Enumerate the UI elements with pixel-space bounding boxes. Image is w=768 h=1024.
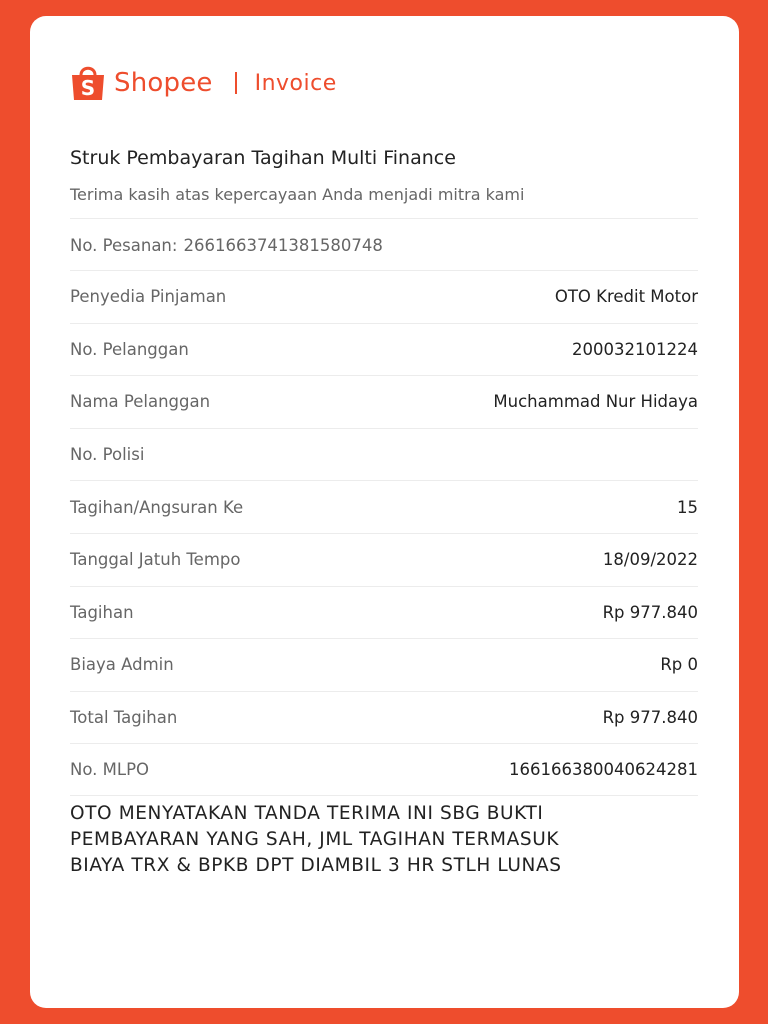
receipt-title: Struk Pembayaran Tagihan Multi Finance — [70, 147, 456, 169]
detail-row-loan-provider — [70, 270, 698, 323]
order-number-value: 2661663741381580748 — [183, 235, 383, 255]
detail-value: Muchammad Nur Hidaya — [493, 392, 698, 412]
invoice-header — [70, 63, 337, 103]
shopee-bag-icon — [70, 64, 106, 102]
detail-value: Rp 0 — [660, 655, 698, 675]
invoice-card — [30, 16, 739, 1008]
detail-row-total-bill — [70, 691, 698, 744]
header-divider — [235, 72, 237, 94]
detail-value: 200032101224 — [572, 339, 698, 359]
detail-value: OTO Kredit Motor — [554, 287, 698, 307]
receipt-subtitle: Terima kasih atas kepercayaan Anda menjadi mitra kami — [70, 185, 525, 204]
detail-label: No. MLPO — [70, 760, 150, 780]
brand-name: Shopee — [114, 68, 213, 98]
detail-row-customer-name — [70, 375, 698, 428]
detail-value: 18/09/2022 — [602, 550, 698, 570]
detail-value: 166166380040624281 — [509, 760, 698, 780]
detail-label: Biaya Admin — [70, 655, 174, 675]
detail-label: Tagihan/Angsuran Ke — [70, 497, 244, 517]
order-number-row — [70, 218, 698, 271]
note-line: PEMBAYARAN YANG SAH, JML TAGIHAN TERMASUK — [70, 829, 560, 850]
detail-row-mlpo-number — [70, 743, 698, 796]
detail-row-bill-amount — [70, 586, 698, 639]
receipt-details — [70, 270, 698, 796]
detail-value: 15 — [677, 497, 698, 517]
detail-row-installment-number — [70, 480, 698, 533]
detail-label: Tagihan — [70, 602, 134, 622]
detail-label: No. Pelanggan — [70, 339, 189, 359]
detail-value: Rp 977.840 — [602, 602, 698, 622]
section-title: Invoice — [254, 70, 337, 96]
detail-row-police-number — [70, 428, 698, 481]
note-line: BIAYA TRX & BPKB DPT DIAMBIL 3 HR STLH LUNAS — [70, 855, 562, 876]
detail-label: Total Tagihan — [70, 708, 178, 728]
detail-label: Nama Pelanggan — [70, 392, 211, 412]
note-line: OTO MENYATAKAN TANDA TERIMA INI SBG BUKTI — [70, 803, 544, 824]
detail-row-due-date — [70, 533, 698, 586]
detail-label: Tanggal Jatuh Tempo — [70, 550, 241, 570]
detail-label: No. Polisi — [70, 445, 145, 465]
receipt-note — [70, 801, 710, 879]
detail-row-customer-number — [70, 323, 698, 376]
order-number-label: No. Pesanan: — [70, 235, 178, 255]
svg-text:S: S — [80, 76, 96, 100]
detail-label: Penyedia Pinjaman — [70, 287, 227, 307]
detail-row-admin-fee — [70, 638, 698, 691]
detail-value: Rp 977.840 — [602, 708, 698, 728]
